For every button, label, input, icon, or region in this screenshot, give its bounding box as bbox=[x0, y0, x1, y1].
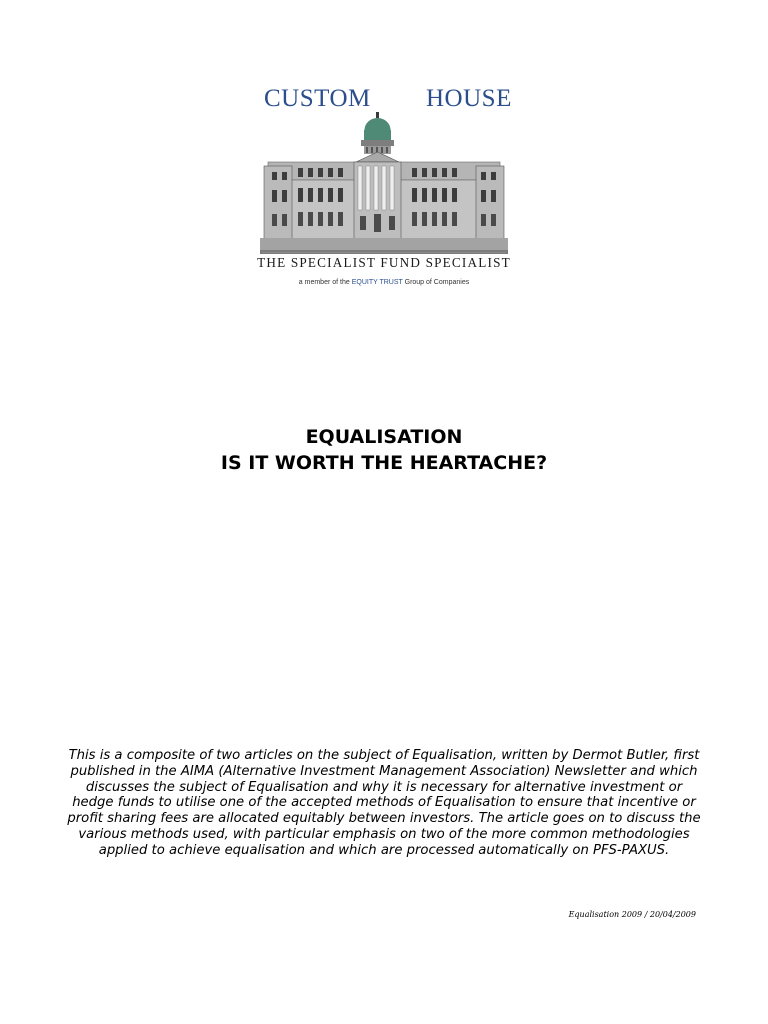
company-logo bbox=[256, 84, 512, 286]
logo-tagline: THE SPECIALIST FUND SPECIALIST bbox=[257, 255, 511, 270]
member-brand: EQUITY TRUST bbox=[351, 279, 403, 286]
document-reference: Equalisation 2009 / 20/04/2009 bbox=[568, 910, 696, 919]
logo-title-custom: CUSTOM bbox=[264, 85, 371, 112]
document-title-line-2: IS IT WORTH THE HEARTACHE? bbox=[220, 452, 548, 474]
logo-divider bbox=[262, 252, 506, 253]
document-title-line-1: EQUALISATION bbox=[305, 426, 463, 448]
member-prefix: a member of the bbox=[298, 279, 350, 286]
logo-title-house: HOUSE bbox=[426, 85, 512, 112]
logo-member-line bbox=[256, 279, 512, 286]
custom-house-building-illustration bbox=[260, 98, 508, 256]
member-suffix: Group of Companies bbox=[404, 279, 470, 286]
document-abstract: This is a composite of two articles on the subject of Equalisation, written by Dermot Butler, first published in the AIMA (Alternative Investment Management Association) Newsletter and which discusses the subject of Equalisation and why it is necessary for alternative investment or hedge funds to utilise one of the accepted methods of Equalisation to ensure that incentive or profit sharing fees are allocated equitably between investors. The article goes on to discuss the various methods used, with particular emphasis on two of the more common methodologies applied to achieve equalisation and which are processed automatically on PFS-PAXUS. bbox=[67, 748, 701, 858]
